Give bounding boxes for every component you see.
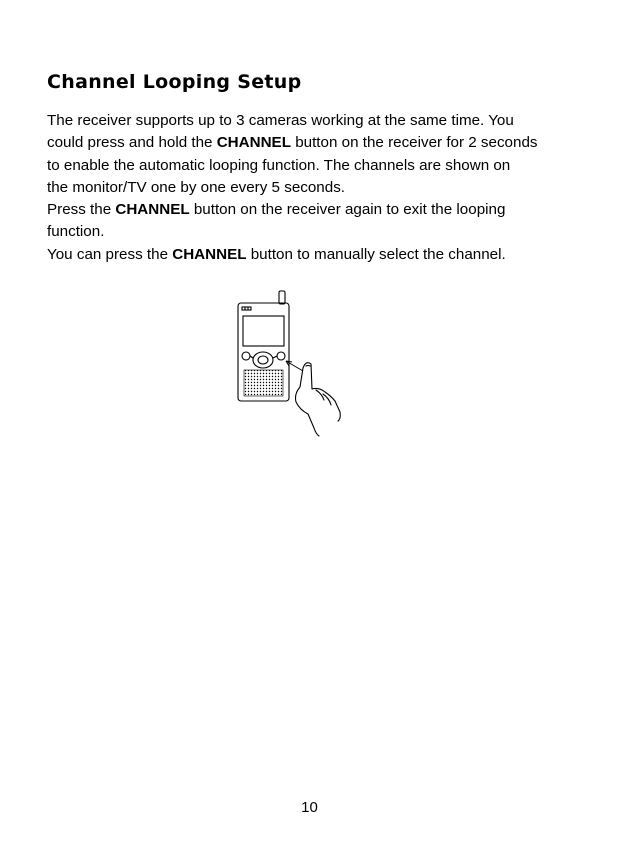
page-number: 10	[301, 799, 318, 816]
screen	[243, 316, 284, 346]
channel-button	[277, 352, 285, 360]
channel-keyword: CHANNEL	[172, 245, 247, 263]
instructions-text	[47, 110, 607, 266]
text-line	[47, 110, 607, 132]
control-pad	[253, 352, 273, 368]
text-span: could press and hold the	[47, 134, 217, 152]
text-span: The receiver supports up to 3 cameras working at the same time. You	[47, 112, 514, 129]
text-line	[47, 155, 607, 177]
text-line	[47, 244, 607, 266]
text-span: to enable the automatic looping function. The channels are shown on	[47, 156, 511, 174]
text-span: You can press the	[47, 245, 173, 263]
text-span: function.	[47, 223, 105, 241]
left-button	[242, 352, 250, 360]
text-span: the monitor/TV one by one every 5 seconds.	[47, 178, 346, 196]
speaker-grill	[244, 370, 283, 396]
text-span: button on the receiver again to exit the looping	[189, 201, 506, 219]
text-line	[47, 221, 607, 243]
antenna	[279, 291, 285, 304]
text-line	[47, 199, 607, 221]
hand-icon	[296, 363, 341, 436]
channel-keyword: CHANNEL	[216, 134, 291, 152]
receiver-illustration	[232, 288, 352, 438]
text-span: Press the	[47, 201, 116, 219]
text-span: button on the receiver for 2 seconds	[290, 134, 538, 152]
text-line	[47, 132, 607, 154]
text-line	[47, 177, 607, 199]
page-title: Channel Looping Setup	[47, 71, 302, 93]
text-span: button to manually select the channel.	[246, 245, 506, 263]
channel-keyword: CHANNEL	[115, 201, 190, 219]
